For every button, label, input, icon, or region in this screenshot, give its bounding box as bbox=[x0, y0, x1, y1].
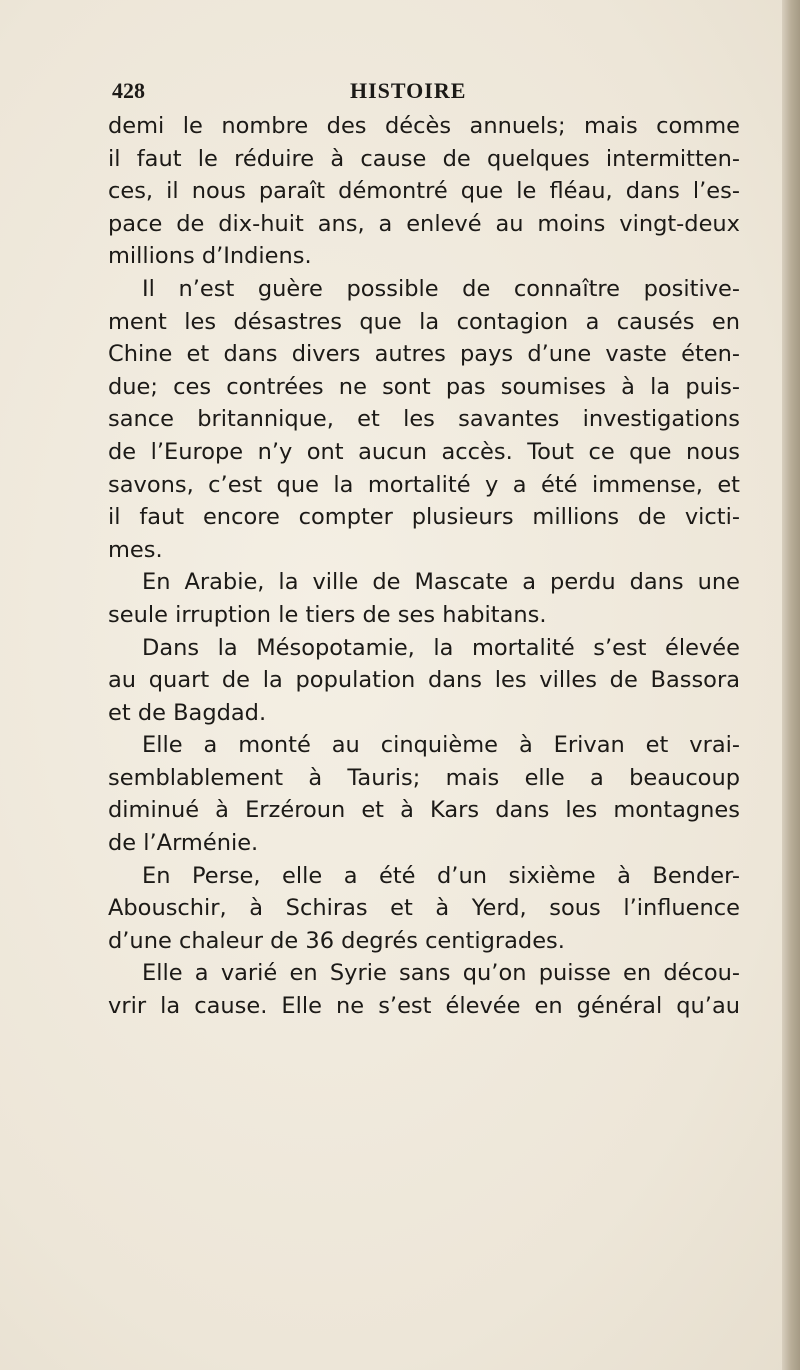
text-line: ces, il nous paraît démontré que le fléau, dans l’es- bbox=[108, 178, 740, 205]
text-line: et de Bagdad. bbox=[108, 699, 267, 726]
text-line: Il n’est guère possible de connaître positive- bbox=[142, 275, 740, 302]
text-line: ment les désastres que la contagion a causés en bbox=[108, 308, 740, 335]
text-line: En Perse, elle a été d’un sixième à Bender- bbox=[142, 862, 740, 889]
text-line: Dans la Mésopotamie, la mortalité s’est élevée bbox=[142, 634, 740, 661]
text-line: sance britannique, et les savantes investigations bbox=[108, 406, 740, 433]
text-line: savons, c’est que la mortalité y a été immense, et bbox=[108, 471, 740, 498]
running-head: HISTOIRE bbox=[350, 78, 467, 103]
page-number: 428 bbox=[112, 78, 145, 103]
text-line: au quart de la population dans les villes de Bassora bbox=[108, 667, 740, 694]
text-line: de l’Arménie. bbox=[108, 830, 259, 857]
text-line: d’une chaleur de 36 degrés centigrades. bbox=[108, 927, 565, 954]
text-line: millions d’Indiens. bbox=[108, 243, 312, 270]
text-line: due; ces contrées ne sont pas soumises à la puis- bbox=[108, 373, 740, 400]
text-line: Abouschir, à Schiras et à Yerd, sous l’influence bbox=[108, 895, 740, 922]
text-line: diminué à Erzéroun et à Kars dans les montagnes bbox=[108, 797, 740, 824]
text-line: pace de dix-huit ans, a enlevé au moins vingt-deux bbox=[108, 210, 740, 237]
text-line: demi le nombre des décès annuels; mais comme bbox=[108, 113, 740, 139]
text-line: mes. bbox=[108, 536, 163, 563]
text-line: Elle a monté au cinquième à Erivan et vrai- bbox=[142, 732, 740, 759]
page-edge-shadow bbox=[782, 0, 800, 1370]
text-line: seule irruption le tiers de ses habitans. bbox=[108, 601, 547, 628]
page-header bbox=[108, 78, 668, 108]
text-line: vrir la cause. Elle ne s’est élevée en général qu’au bbox=[108, 993, 740, 1020]
text-line: Elle a varié en Syrie sans qu’on puisse en décou- bbox=[142, 960, 740, 987]
text-line: semblablement à Tauris; mais elle a beaucoup bbox=[108, 764, 740, 791]
text-line: de l’Europe n’y ont aucun accès. Tout ce que nous bbox=[108, 438, 740, 465]
text-line: Chine et dans divers autres pays d’une vaste éten- bbox=[108, 341, 740, 368]
text-line: En Arabie, la ville de Mascate a perdu dans une bbox=[142, 569, 740, 596]
body-text bbox=[108, 110, 740, 1023]
text-line: il faut encore compter plusieurs millions de victi- bbox=[108, 504, 740, 531]
text-line: il faut le réduire à cause de quelques intermitten- bbox=[108, 145, 740, 172]
